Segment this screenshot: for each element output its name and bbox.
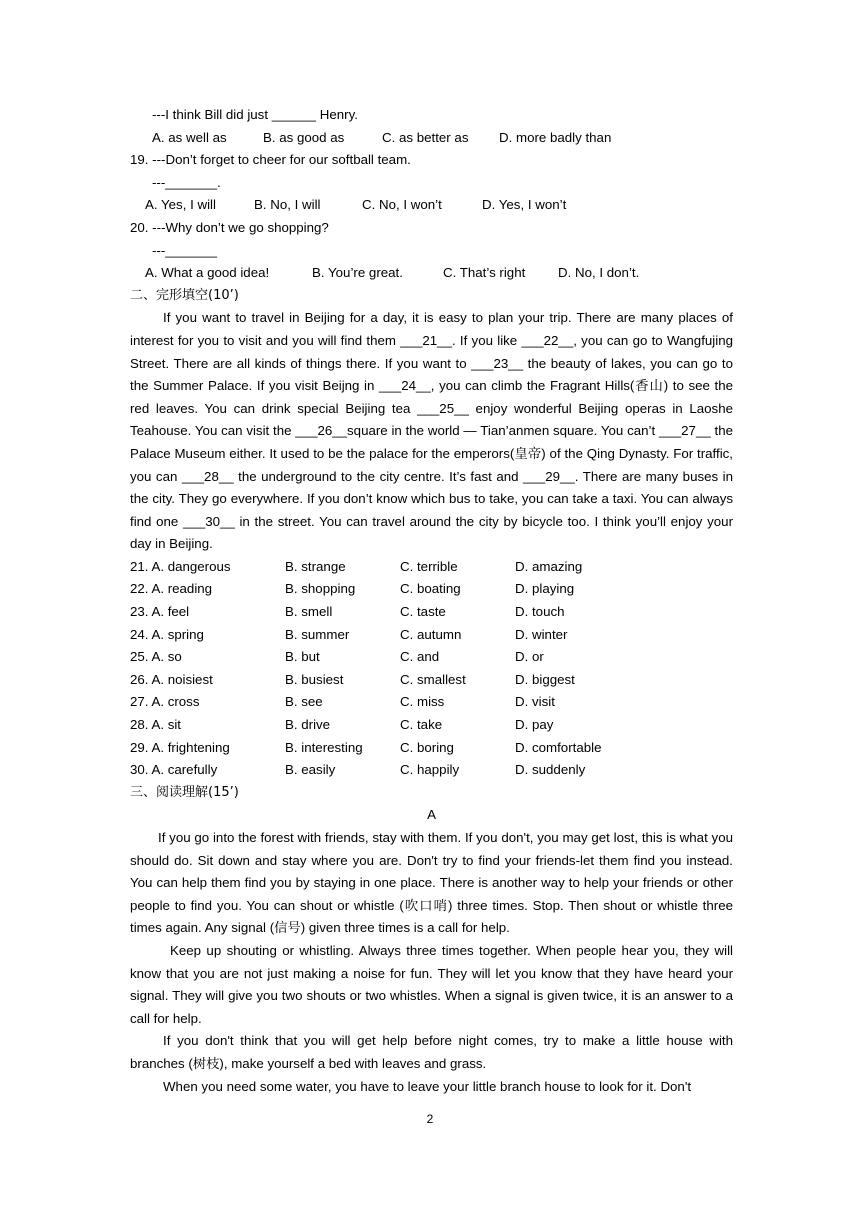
cloze-question-row bbox=[130, 669, 733, 692]
cloze-option-b: B. see bbox=[285, 694, 323, 710]
cloze-option-d: D. comfortable bbox=[515, 739, 602, 755]
q19-option-d: D. Yes, I won’t bbox=[482, 197, 567, 213]
q18-option-c: C. as better as bbox=[382, 129, 469, 145]
cloze-option-b: B. strange bbox=[285, 558, 346, 574]
reading-paragraph-3: If you don't think that you will get help before night comes, try to make a little house with branches (树枝), make yourself a bed with leaves and grass. bbox=[130, 1033, 733, 1071]
cloze-option-b: B. summer bbox=[285, 626, 350, 642]
q19-option-b: B. No, I will bbox=[254, 197, 321, 213]
q18-stem: ---I think Bill did just ______ Henry. bbox=[152, 107, 358, 122]
cloze-question-row bbox=[130, 601, 733, 624]
cloze-question-row bbox=[130, 578, 733, 601]
section3-heading: 三、阅读理解(15’) bbox=[130, 784, 239, 800]
cloze-option-c: C. autumn bbox=[400, 626, 462, 642]
cloze-option-a: 21. A. dangerous bbox=[130, 558, 231, 574]
reading-part-label: A bbox=[427, 807, 436, 823]
cloze-option-d: D. touch bbox=[515, 604, 565, 620]
cloze-option-c: C. boring bbox=[400, 739, 454, 755]
cloze-option-a: 24. A. spring bbox=[130, 626, 204, 642]
cloze-option-d: D. biggest bbox=[515, 671, 575, 687]
cloze-option-a: 28. A. sit bbox=[130, 717, 181, 733]
cloze-option-b: B. shopping bbox=[285, 581, 356, 597]
cloze-question-row bbox=[130, 691, 733, 714]
cloze-option-c: C. happily bbox=[400, 762, 460, 778]
cloze-questions bbox=[130, 556, 733, 782]
cloze-option-c: C. miss bbox=[400, 694, 445, 710]
page-number: 2 bbox=[426, 1112, 434, 1126]
cloze-option-a: 27. A. cross bbox=[130, 694, 200, 710]
cloze-option-d: D. or bbox=[515, 649, 544, 665]
reading-paragraph-2: Keep up shouting or whistling. Always three times together. When people hear you, they will know that you are not just making a noise for fun. They will let you know that they have heard your signal. They will give you two shouts or two whistles. When a signal is given twice, it is an answer to a call for help. bbox=[130, 942, 733, 1026]
q20-option-c: C. That’s right bbox=[443, 265, 526, 281]
cloze-option-c: C. and bbox=[400, 649, 440, 665]
cloze-option-d: D. pay bbox=[515, 717, 554, 733]
cloze-option-d: D. playing bbox=[515, 581, 575, 597]
cloze-option-c: C. smallest bbox=[400, 671, 466, 687]
q18-option-a: A. as well as bbox=[152, 129, 227, 145]
cloze-option-c: C. boating bbox=[400, 581, 461, 597]
cloze-option-b: B. drive bbox=[285, 717, 331, 733]
cloze-question-row bbox=[130, 737, 733, 760]
cloze-option-a: 26. A. noisiest bbox=[130, 671, 213, 687]
cloze-option-a: 23. A. feel bbox=[130, 604, 190, 620]
q18-option-b: B. as good as bbox=[263, 129, 345, 145]
q18-options bbox=[130, 127, 733, 150]
q19-options bbox=[130, 194, 733, 217]
cloze-option-c: C. terrible bbox=[400, 558, 458, 574]
cloze-question-row bbox=[130, 646, 733, 669]
reading-paragraph-1: If you go into the forest with friends, stay with them. If you don't, you may get lost, this is what you should do. Sit down and stay where you are. Don't try to find your friends-let them find you instead. You can help them find you by staying in one place. There is another way to help your friends or other people to find you. You can shout or whistle (吹口哨) three times. Stop. Then shout or whistle three times again. Any signal (信号) given three times is a call for help. bbox=[130, 830, 733, 936]
q20-answer-line: ---_______ bbox=[152, 242, 218, 258]
q20-option-d: D. No, I don’t. bbox=[558, 265, 640, 281]
document-page bbox=[130, 104, 733, 1098]
section2-heading: 二、完形填空(10’) bbox=[130, 287, 239, 303]
q19-stem: 19. ---Don’t forget to cheer for our softball team. bbox=[130, 152, 411, 168]
cloze-option-a: 22. A. reading bbox=[130, 581, 213, 597]
cloze-question-row bbox=[130, 759, 733, 782]
q20-option-b: B. You’re great. bbox=[312, 265, 403, 281]
cloze-option-d: D. amazing bbox=[515, 558, 583, 574]
cloze-option-b: B. easily bbox=[285, 762, 336, 778]
reading-paragraph-4: When you need some water, you have to leave your little branch house to look for it. Don't bbox=[163, 1078, 692, 1094]
cloze-option-a: 25. A. so bbox=[130, 649, 182, 665]
q19-answer-line: ---_______. bbox=[152, 174, 221, 190]
cloze-option-c: C. taste bbox=[400, 604, 446, 620]
cloze-option-d: D. visit bbox=[515, 694, 555, 710]
q20-stem: 20. ---Why don’t we go shopping? bbox=[130, 219, 329, 235]
cloze-question-row bbox=[130, 624, 733, 647]
q20-option-a: A. What a good idea! bbox=[145, 265, 270, 281]
q19-option-a: A. Yes, I will bbox=[145, 197, 216, 213]
q20-options bbox=[130, 262, 733, 285]
cloze-passage: If you want to travel in Beijing for a day, it is easy to plan your trip. There are many places of interest for you to visit and you will find them ___21__. If you like ___22__, you can go to Wangfujing Street. There are all kinds of things there. If you want to ___23__ the beauty of lakes, you can go to the Summer Palace. If you visit Beijng in ___24__, you can climb the Fragrant Hills(香山) to see the red leaves. You can drink special Beijing tea ___25__ enjoy wonderful Beijing operas in Laoshe Teahouse. You can visit the ___26__square in the world — Tian’anmen square. You can’t ___27__ the Palace Museum either. It used to be the palace for the emperors(皇帝) of the Qing Dynasty. For traffic, you can ___28__ the underground to the city centre. It’s fast and ___29__. There are many buses in the city. They go everywhere. If you don’t know which bus to take, you can take a taxi. You can always find one ___30__ in the street. You can travel around the city by bicycle too. I think you’ll enjoy your day in Beijing. bbox=[130, 310, 733, 552]
cloze-option-a: 30. A. carefully bbox=[130, 762, 218, 778]
cloze-option-c: C. take bbox=[400, 717, 443, 733]
cloze-question-row bbox=[130, 714, 733, 737]
cloze-option-b: B. interesting bbox=[285, 739, 363, 755]
cloze-question-row bbox=[130, 556, 733, 579]
cloze-option-d: D. winter bbox=[515, 626, 568, 642]
cloze-option-b: B. busiest bbox=[285, 671, 344, 687]
cloze-option-a: 29. A. frightening bbox=[130, 739, 230, 755]
q18-option-d: D. more badly than bbox=[499, 129, 612, 145]
cloze-option-d: D. suddenly bbox=[515, 762, 586, 778]
q19-option-c: C. No, I won’t bbox=[362, 197, 442, 213]
cloze-option-b: B. but bbox=[285, 649, 320, 665]
cloze-option-b: B. smell bbox=[285, 604, 333, 620]
